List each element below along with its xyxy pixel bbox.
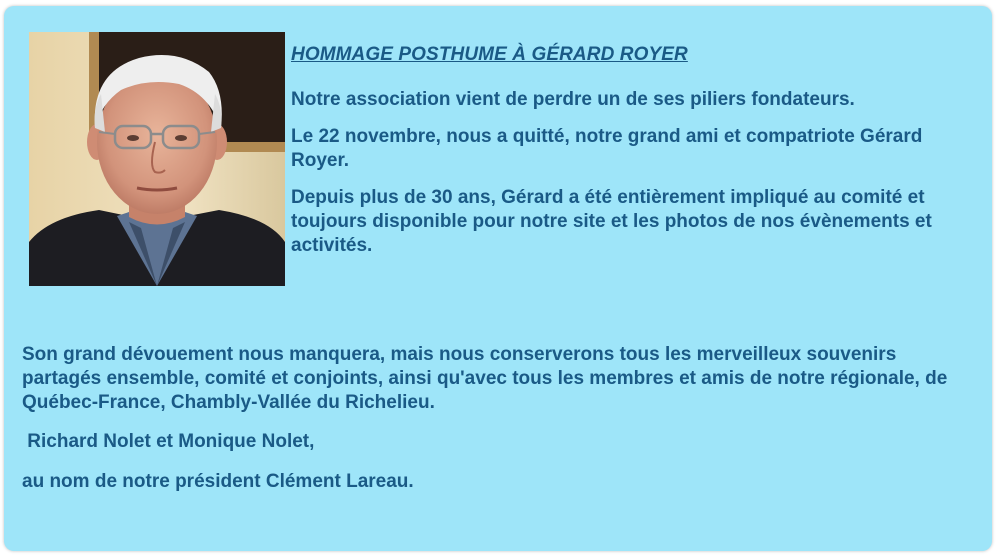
tribute-card [4,6,992,551]
closing-paragraph: Son grand dévouement nous manquera, mais nous conserverons tous les merveilleux souvenirs partagés ensemble, comité et conjoints, ainsi qu'avec tous les membres et amis de notre régionale, de Québec-France, Chambly-Vallée du Richelieu. [22,344,948,413]
paragraph: Le 22 novembre, nous a quitté, notre grand ami et compatriote Gérard Royer. [291,126,923,171]
paragraph: Depuis plus de 30 ans, Gérard a été entièrement impliqué au comité et toujours disponible pour notre site et les photos de nos évènements et activités. [291,187,932,256]
paragraph: Notre association vient de perdre un de ses piliers fondateurs. [291,89,855,110]
signature-line-2: au nom de notre président Clément Lareau. [22,471,414,492]
intro-text [291,88,971,271]
portrait-photo [29,32,285,286]
signature: Richard Nolet et Monique Nolet, [22,431,315,452]
closing-text [22,343,972,509]
tribute-title: HOMMAGE POSTHUME À GÉRARD ROYER [291,44,688,65]
